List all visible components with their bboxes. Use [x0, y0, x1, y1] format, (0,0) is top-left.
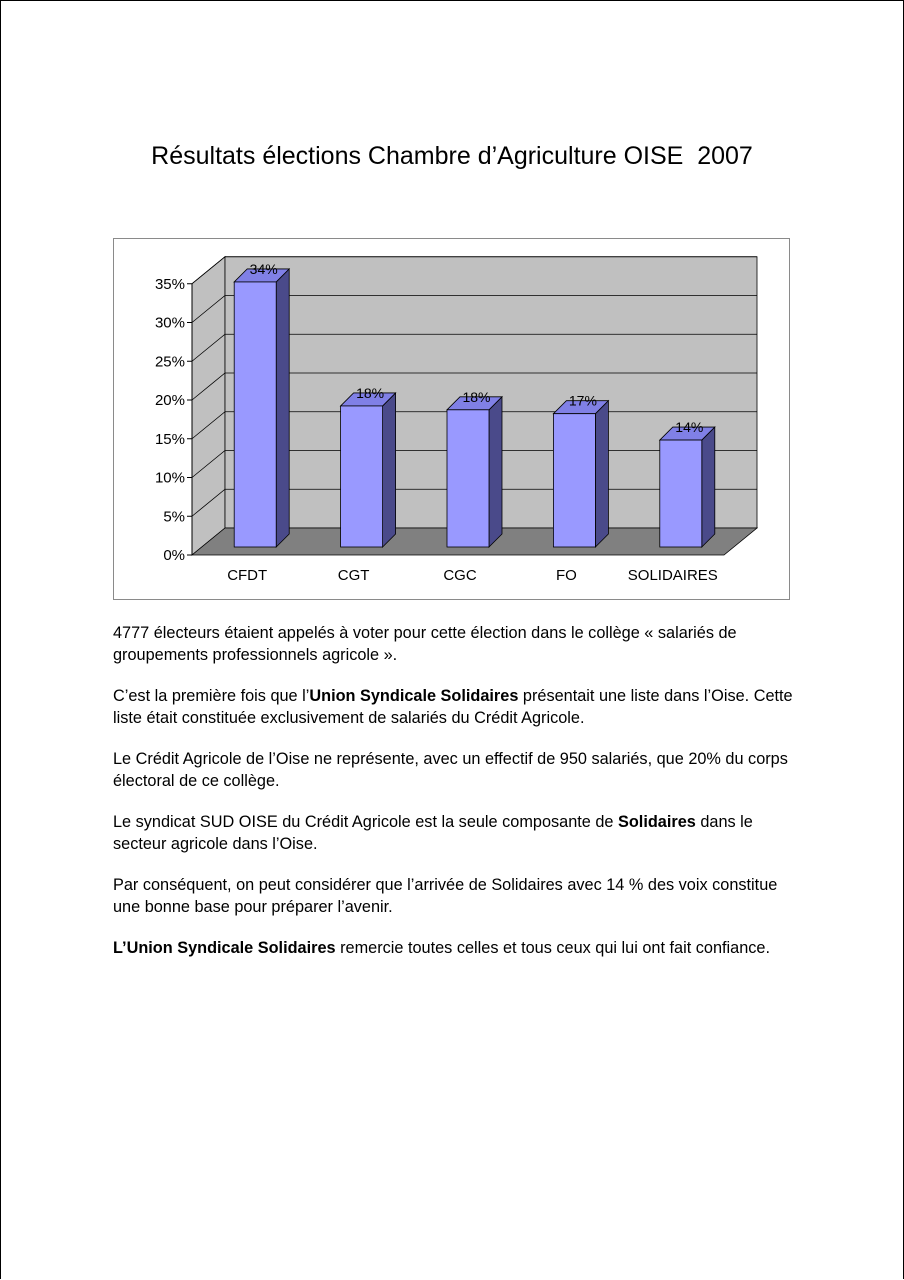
- y-tick-label: 20%: [154, 392, 185, 409]
- y-tick-label: 10%: [154, 469, 185, 487]
- paragraph-1: [113, 622, 803, 666]
- bar-side: [702, 427, 715, 547]
- y-tick-label: 35%: [154, 275, 185, 293]
- paragraph-3: [113, 748, 803, 792]
- bar: [553, 414, 595, 547]
- bar: [447, 410, 489, 547]
- bar: [234, 282, 276, 547]
- text-run: Le syndicat SUD OISE du Crédit Agricole est la seule composante de: [113, 813, 618, 831]
- y-tick-label: 15%: [154, 430, 185, 448]
- category-label: CGT: [337, 567, 370, 584]
- data-label: 17%: [568, 392, 597, 409]
- text-run: Par conséquent, on peut considérer que l’arrivée de Solidaires avec 14 % des voix constitue une bonne base pour préparer l’avenir.: [113, 876, 778, 916]
- bar-chart: [113, 238, 790, 600]
- data-label: 14%: [675, 419, 704, 436]
- paragraph-4: [113, 811, 803, 855]
- bar: [341, 406, 383, 547]
- text-run: 4777 électeurs étaient appelés à voter pour cette élection dans le collège « salariés de groupements professionnels agricole ».: [113, 624, 737, 664]
- text-run: C’est la première fois que l’: [113, 687, 310, 705]
- bar-side: [489, 397, 502, 547]
- data-label: 18%: [462, 388, 491, 405]
- text-run: présentait une liste dans l’Oise. Cette liste était constituée exclusivement de salariés du Crédit Agricole.: [113, 687, 793, 727]
- paragraph-6: [113, 937, 803, 959]
- bar-side: [595, 401, 608, 547]
- bold-text: Solidaires: [617, 813, 696, 831]
- bar-side: [383, 393, 396, 547]
- category-label: SOLIDAIRES: [627, 567, 718, 584]
- y-tick-label: 25%: [154, 353, 185, 371]
- data-label: 18%: [356, 384, 385, 401]
- paragraph-2: [113, 685, 803, 729]
- category-label: CGC: [443, 567, 477, 584]
- y-tick-label: 30%: [154, 314, 185, 332]
- body-text: [113, 622, 803, 978]
- text-run: Le Crédit Agricole de l’Oise ne représente, avec un effectif de 950 salariés, que 20% du corps électoral de ce collège.: [113, 750, 788, 790]
- y-tick-label: 5%: [163, 508, 185, 526]
- text-run: dans le secteur agricole dans l’Oise.: [113, 813, 753, 853]
- bold-text: Union Syndicale Solidaires: [309, 687, 519, 705]
- chart-title: Résultats élections Chambre d’Agriculture OISE 2007: [151, 142, 753, 170]
- bar-side: [276, 269, 289, 547]
- bold-text: L’Union Syndicale Solidaires: [113, 939, 336, 957]
- paragraph-5: [113, 874, 803, 918]
- chart-svg: [114, 239, 789, 599]
- y-tick-label: 0%: [163, 547, 185, 564]
- text-run: remercie toutes celles et tous ceux qui lui ont fait confiance.: [335, 939, 770, 957]
- bar: [660, 440, 702, 547]
- category-label: FO: [555, 567, 577, 584]
- category-label: CFDT: [227, 567, 268, 584]
- side-wall: [192, 257, 225, 555]
- data-label: 34%: [249, 260, 278, 277]
